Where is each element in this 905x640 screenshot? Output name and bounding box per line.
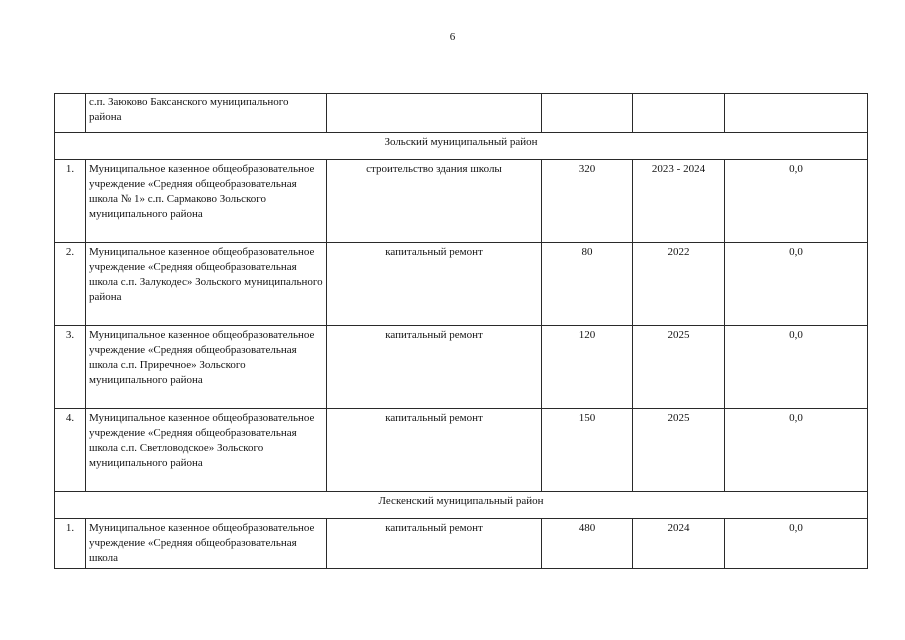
row-number-cell: 1. xyxy=(55,160,86,243)
institution-name-cell: Муниципальное казенное общеобразовательное учреждение «Средняя общеобразовательная школа с.п. Светловодское» Зольского муниципального района xyxy=(86,409,327,492)
district-row xyxy=(55,492,868,519)
row-number-cell: 3. xyxy=(55,326,86,409)
district-row xyxy=(55,133,868,160)
capacity-cell: 80 xyxy=(542,243,633,326)
institution-name-cell: Муниципальное казенное общеобразовательное учреждение «Средняя общеобразовательная школа xyxy=(86,519,327,569)
capacity-cell xyxy=(542,94,633,133)
institution-name-cell: Муниципальное казенное общеобразовательное учреждение «Средняя общеобразовательная школа № 1» с.п. Сармаково Зольского муниципального района xyxy=(86,160,327,243)
amount-cell xyxy=(725,94,868,133)
table-row xyxy=(55,243,868,326)
years-cell: 2023 - 2024 xyxy=(633,160,725,243)
table-row xyxy=(55,409,868,492)
institution-name-cell: Муниципальное казенное общеобразовательное учреждение «Средняя общеобразовательная школа с.п. Залукодес» Зольского муниципального района xyxy=(86,243,327,326)
institution-name-cell: Муниципальное казенное общеобразовательное учреждение «Средняя общеобразовательная школа с.п. Приречное» Зольского муниципального района xyxy=(86,326,327,409)
years-cell xyxy=(633,94,725,133)
objects-table xyxy=(54,93,868,569)
amount-cell: 0,0 xyxy=(725,519,868,569)
capacity-cell: 480 xyxy=(542,519,633,569)
district-heading: Лескенский муниципальный район xyxy=(55,492,868,519)
amount-cell: 0,0 xyxy=(725,160,868,243)
row-number-cell: 4. xyxy=(55,409,86,492)
years-cell: 2025 xyxy=(633,326,725,409)
amount-cell: 0,0 xyxy=(725,409,868,492)
work-type-cell xyxy=(327,94,542,133)
amount-cell: 0,0 xyxy=(725,326,868,409)
work-type-cell: капитальный ремонт xyxy=(327,519,542,569)
table-row xyxy=(55,326,868,409)
work-type-cell: капитальный ремонт xyxy=(327,409,542,492)
row-number-cell xyxy=(55,94,86,133)
table-row xyxy=(55,160,868,243)
capacity-cell: 150 xyxy=(542,409,633,492)
table-row xyxy=(55,94,868,133)
capacity-cell: 120 xyxy=(542,326,633,409)
table-row xyxy=(55,519,868,569)
years-cell: 2024 xyxy=(633,519,725,569)
work-type-cell: капитальный ремонт xyxy=(327,243,542,326)
row-number-cell: 1. xyxy=(55,519,86,569)
years-cell: 2025 xyxy=(633,409,725,492)
work-type-cell: строительство здания школы xyxy=(327,160,542,243)
page-number: 6 xyxy=(449,31,456,43)
district-heading: Зольский муниципальный район xyxy=(55,133,868,160)
capacity-cell: 320 xyxy=(542,160,633,243)
institution-name-cell: с.п. Заюково Баксанского муниципального района xyxy=(86,94,327,133)
row-number-cell: 2. xyxy=(55,243,86,326)
years-cell: 2022 xyxy=(633,243,725,326)
amount-cell: 0,0 xyxy=(725,243,868,326)
work-type-cell: капитальный ремонт xyxy=(327,326,542,409)
